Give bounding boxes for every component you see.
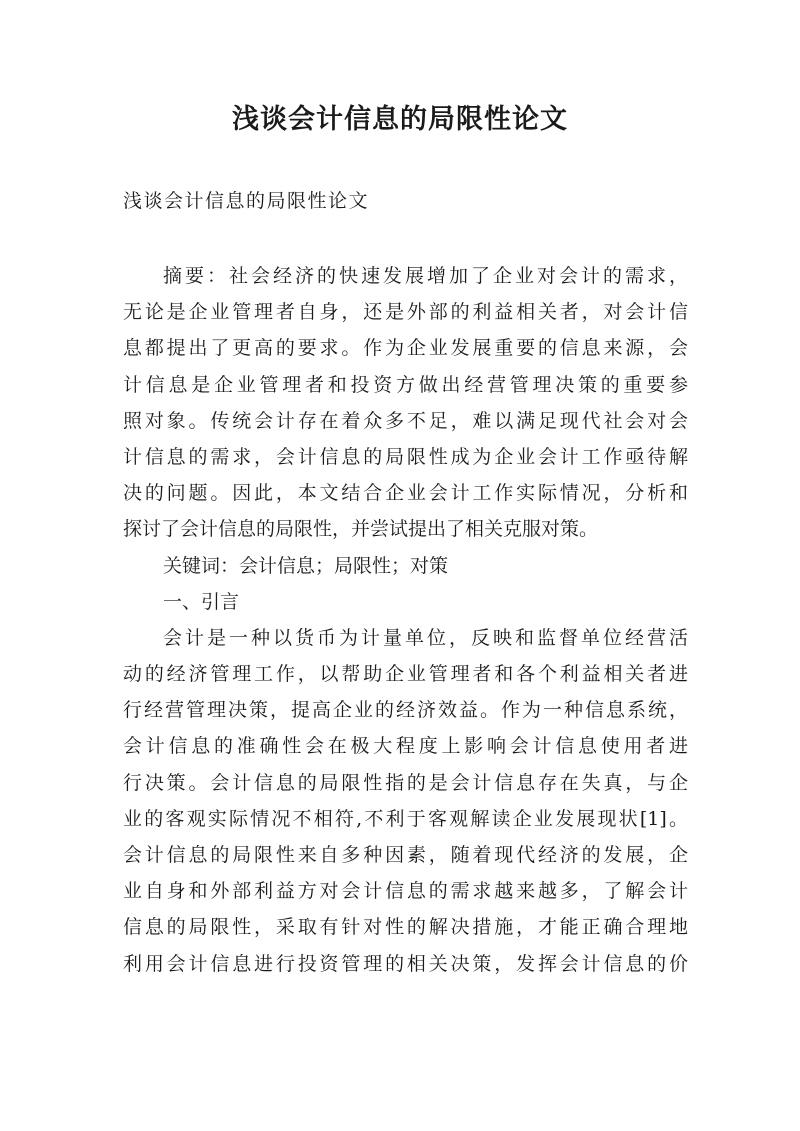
paragraph-line: 照对象。传统会计存在着众多不足，难以满足现代社会对会 [123, 409, 688, 432]
paragraph-line: 会计信息的局限性来自多种因素，随着现代经济的发展，企 [123, 844, 688, 866]
paragraph-line: 摘要：社会经济的快速发展增加了企业对会计的需求， [163, 265, 688, 287]
paragraph-line: 息都提出了更高的要求。作为企业发展重要的信息来源，会 [123, 337, 688, 360]
paragraph-line: 信息的局限性，采取有针对性的解决措施，才能正确合理地 [123, 916, 688, 939]
document-title: 浅谈会计信息的局限性论文 [232, 104, 568, 135]
paragraph-line: 动的经济管理工作，以帮助企业管理者和各个利益相关者进 [123, 663, 688, 686]
paragraph-line: 无论是企业管理者自身，还是外部的利益相关者，对会计信 [123, 301, 688, 324]
paragraph-line: 计信息是企业管理者和投资方做出经营管理决策的重要参 [123, 373, 688, 396]
paragraph-line: 业自身和外部利益方对会计信息的需求越来越多，了解会计 [123, 880, 688, 903]
paragraph-line: 探讨了会计信息的局限性，并尝试提出了相关克服对策。 [123, 518, 599, 541]
paragraph-line: 计信息的需求，会计信息的局限性成为企业会计工作亟待解 [123, 445, 688, 468]
paragraph-line: 会计信息的准确性会在极大程度上影响会计信息使用者进 [123, 735, 688, 758]
paragraph-line: 业的客观实际情况不相符,不利于客观解读企业发展现状[1]。 [123, 807, 688, 830]
document-body [123, 258, 688, 982]
paragraph-line: 会计是一种以货币为计量单位，反映和监督单位经营活 [163, 626, 688, 649]
paragraph-line: 行决策。会计信息的局限性指的是会计信息存在失真，与企 [123, 771, 688, 794]
paragraph-line: 利用会计信息进行投资管理的相关决策，发挥会计信息的价 [123, 952, 688, 975]
paragraph-line: 行经营管理决策，提高企业的经济效益。作为一种信息系统， [123, 699, 688, 722]
paragraph-line: 决的问题。因此，本文结合企业会计工作实际情况，分析和 [123, 482, 688, 505]
paragraph-line: 关键词：会计信息；局限性；对策 [163, 554, 449, 577]
paragraph-line: 一、引言 [163, 590, 240, 613]
document-subtitle: 浅谈会计信息的局限性论文 [123, 190, 370, 212]
